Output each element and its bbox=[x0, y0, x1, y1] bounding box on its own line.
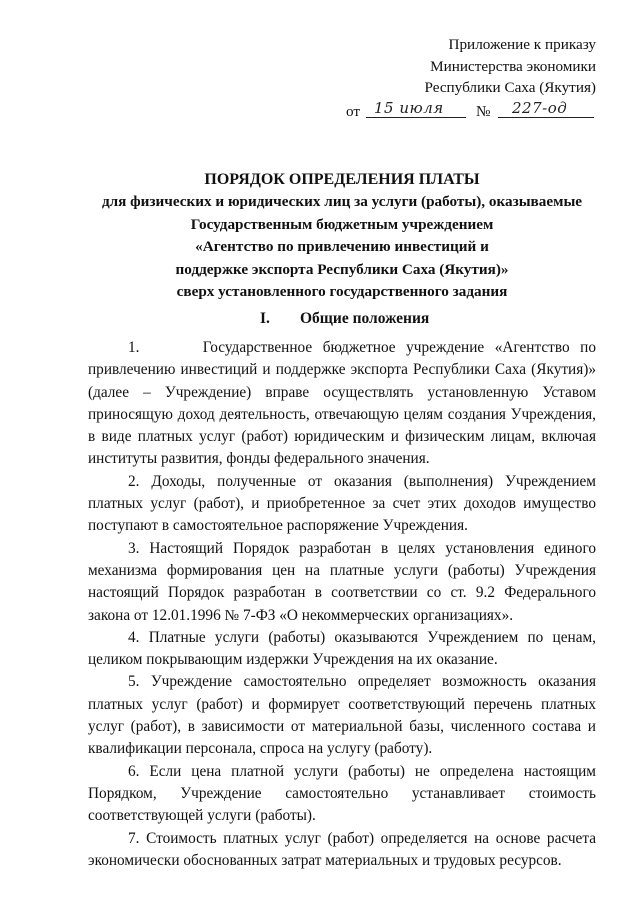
paragraph-1: 1. Государственное бюджетное учреждение «Агентство по привлечению инвестиций и поддержке экспорта Республики Саха (Якутия)» (далее – Учреждение) вправе осуществлять установленную Уставом приносящую доход деятельность, отвечающую целям создания Учреждения, в виде платных услуг (работ) юридическим и физическим лицам, включая институты развития, фонды федерального значения. bbox=[88, 339, 596, 468]
order-from-label: от bbox=[346, 102, 361, 120]
section-title: Общие положения bbox=[300, 310, 430, 327]
paragraph-4: 4. Платные услуги (работы) оказываются Учреждением по ценам, целиком покрывающим издержки Учреждения на их оказание. bbox=[88, 628, 596, 669]
paragraph-6: 6. Если цена платной услуги (работы) не определена настоящим Порядком, Учреждение самостоятельно устанавливает стоимость соответствующей услуги (работы). bbox=[88, 762, 596, 825]
header-line-1: Приложение к приказу bbox=[448, 36, 596, 53]
order-date-handwritten: 15 июля bbox=[374, 98, 444, 117]
title-line-4: «Агентство по привлечению инвестиций и bbox=[195, 238, 489, 256]
order-number-label: № bbox=[476, 102, 491, 120]
title-line-3: Государственным бюджетным учреждением bbox=[190, 215, 494, 233]
title-line-1: ПОРЯДОК ОПРЕДЕЛЕНИЯ ПЛАТЫ bbox=[204, 171, 480, 188]
header-line-3: Республики Саха (Якутия) bbox=[424, 79, 596, 96]
paragraph-2: 2. Доходы, полученные от оказания (выполнения) Учреждением платных услуг (работ), и приобретенное за счет этих доходов имущество поступают в самостоятельное распоряжение Учреждения. bbox=[88, 472, 596, 535]
title-line-6: сверх установленного государственного задания bbox=[176, 283, 508, 301]
document-body bbox=[88, 337, 596, 872]
approval-header bbox=[336, 34, 596, 123]
title-line-2: для физических и юридических лиц за услуги (работы), оказываемые bbox=[101, 193, 583, 211]
header-line-2: Министерства экономики bbox=[430, 57, 596, 75]
paragraph-7: 7. Стоимость платных услуг (работ) определяется на основе расчета экономически обоснованных затрат материальных и трудовых ресурсов. bbox=[88, 829, 596, 869]
paragraph-5: 5. Учреждение самостоятельно определяет возможность оказания платных услуг (работ) и формирует соответствующий перечень платных услуг (работ), в зависимости от материальной базы, численного состава и квалификации персонала, спроса на услугу (работу). bbox=[88, 673, 596, 758]
title-line-5: поддержке экспорта Республики Саха (Якутия)» bbox=[175, 260, 509, 278]
order-number-handwritten: 227-од bbox=[512, 98, 568, 117]
section-number: I. bbox=[260, 310, 270, 327]
order-reference bbox=[336, 98, 596, 123]
paragraph-3: 3. Настоящий Порядок разработан в целях установления единого механизма формирования цен на платные услуги (работы) Учреждения настоящий Порядок разработан в соответствии со ст. 9.2 Федерального закона от 12.01.1996 № 7-ФЗ «О некоммерческих организациях». bbox=[88, 539, 596, 624]
document-title bbox=[88, 169, 596, 303]
